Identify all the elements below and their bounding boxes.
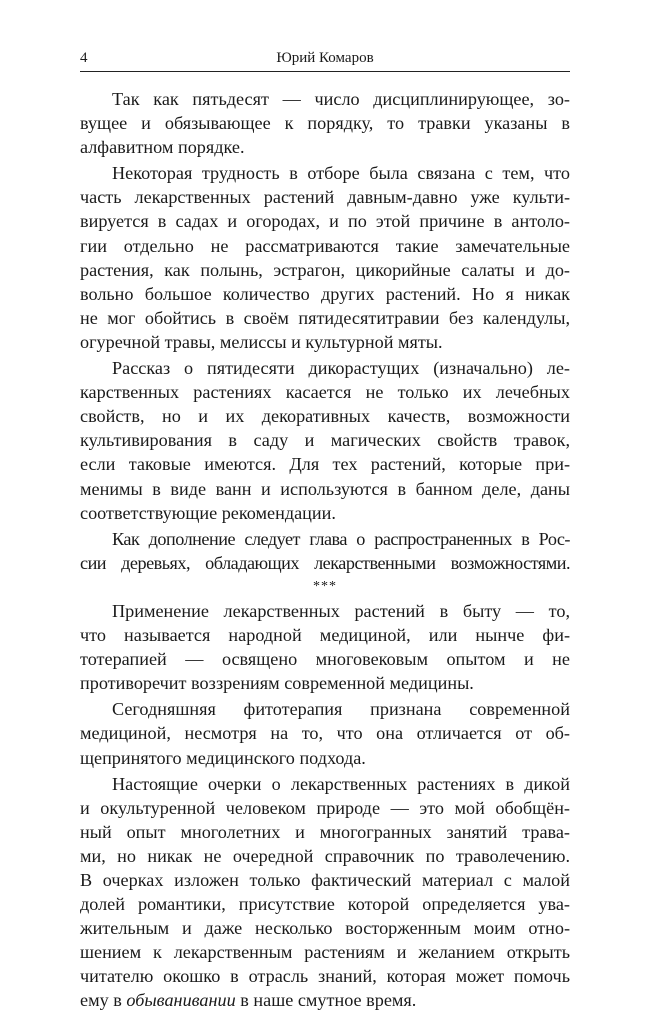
text-line: что называется народной медициной, или нынче фи-: [80, 625, 570, 646]
text-line: и окультуренной человеком природе — это мой обобщён-: [80, 797, 570, 818]
text-line: менимы в виде ванн и используются в банном деле, даны: [80, 478, 570, 499]
paragraph: [80, 697, 570, 769]
text-line: часть лекарственных растений давным-давно уже культи-: [80, 187, 570, 208]
text-line: вущее и обязывающее к порядку, то травки указаны в: [80, 113, 570, 134]
text-line: шением к лекарственным растениям и желанием открыть: [80, 942, 570, 963]
text-line: культивирования в саду и магических свойств травок,: [80, 430, 570, 451]
page-number: 4: [80, 50, 88, 66]
text-line: медициной, несмотря на то, что она отличается от об-: [80, 723, 570, 744]
paragraph: [80, 527, 570, 575]
text-line: растения, как полынь, эстрагон, цикорийные салаты и до-: [80, 259, 570, 280]
text-line: Настоящие очерки о лекарственных растениях в дикой: [112, 773, 570, 794]
text-line: В очерках изложен только фактический материал с малой: [80, 870, 570, 890]
text-line: Сегодняшняя фитотерапия признана современной: [112, 699, 570, 720]
paragraph: [80, 772, 570, 1013]
text-line: жительным и даже несколько восторженным моим отно-: [80, 918, 570, 939]
header-rule: [80, 71, 570, 72]
text-line: если таковые имеются. Для тех растений, которые при-: [80, 454, 570, 475]
paragraph: [80, 356, 570, 525]
text-line: Как дополнение следует глава о распространенных в Рос-: [112, 528, 570, 549]
text-line: Рассказ о пятидесяти дикорастущих (изначально) ле-: [112, 358, 570, 379]
text-line: карственных растениях касается не только их лечебных: [80, 382, 570, 403]
page-header: [80, 46, 570, 70]
emphasized-word: обыванивании: [126, 990, 236, 1011]
section-separator: ***: [313, 578, 337, 594]
text-line: гии отдельно не рассматриваются такие замечательные: [80, 235, 570, 256]
text-line: тотерапией — освящено многовековым опытом и не: [80, 649, 570, 670]
text-line: ми, но никак не очередной справочник по траволечению.: [80, 845, 570, 866]
paragraph: [80, 87, 570, 159]
text-line: алфавитном порядке.: [80, 137, 245, 158]
text-line: сии деревьях, обладающих лекарственными возможностями.: [80, 552, 570, 573]
text-run: ему в: [80, 990, 127, 1011]
paragraph: [80, 599, 570, 695]
text-line: Так как пятьдесят — число дисциплинирующее, зо-: [112, 89, 570, 109]
text-line: Некоторая трудность в отборе была связана с тем, что: [112, 163, 570, 184]
text-line: читателю окошко в отрасль знаний, которая может помочь: [80, 966, 570, 987]
text-line: вольно большое количество других растений. Но я никак: [80, 283, 570, 304]
text-line: Применение лекарственных растений в быту — то,: [112, 600, 570, 621]
text-line: огуречной травы, мелиссы и культурной мяты.: [80, 331, 443, 352]
paragraph: [80, 161, 570, 354]
text-line: противоречит воззрениям современной медицины.: [80, 673, 474, 694]
text-line: соответствующие рекомендации.: [80, 502, 336, 523]
body-text: [80, 87, 570, 1013]
text-line: ный опыт многолетних и многогранных занятий трава-: [80, 821, 570, 842]
running-title: Юрий Комаров: [276, 50, 374, 66]
text-line-final: [80, 988, 570, 1012]
text-line: щепринятого медицинского подхода.: [80, 747, 366, 768]
text-line: не мог обойтись в своём пятидесятитравии без календулы,: [80, 307, 570, 328]
text-line: вируется в садах и огородах, и по этой причине в антоло-: [80, 211, 570, 232]
text-line: долей романтики, присутствие которой определяется ува-: [80, 894, 570, 915]
text-line: свойств, но и их декоративных качеств, возможности: [80, 406, 570, 427]
text-run: в наше смутное время.: [235, 990, 417, 1011]
